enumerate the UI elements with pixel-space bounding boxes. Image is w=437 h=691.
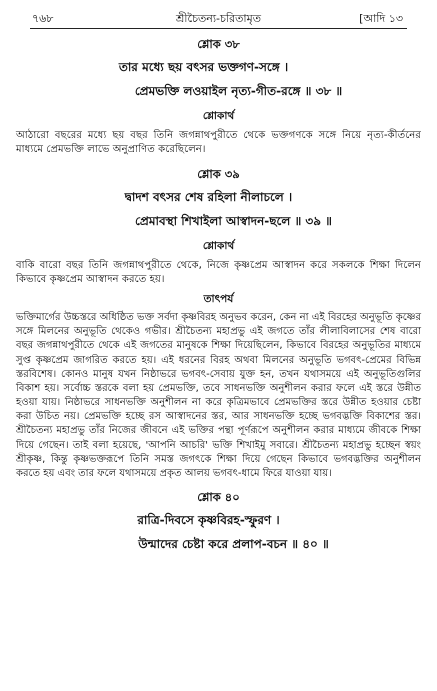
verse-line: প্রেমভক্তি লওয়াইল নৃত্য-গীত-রঙ্গে ॥ ৩৮ ॥ — [134, 84, 343, 98]
purport — [16, 292, 421, 481]
translation-38 — [16, 109, 421, 158]
verse-line: তার মধ্যে ছয় বৎসর ভক্তগণ-সঙ্গে । — [118, 60, 289, 74]
verse-39 — [16, 166, 421, 233]
verse-line: প্রেমাবস্থা শিখাইলা আস্বাদন-ছলে ॥ ৩৯ ॥ — [135, 213, 332, 228]
header-rule — [30, 28, 407, 29]
verse-line: দ্বাদশ বৎসর শেষ রহিলা নীলাচলে । — [124, 189, 293, 204]
chapter-reference: [আদি ১৩ — [359, 12, 403, 25]
verse-label: শ্লোক ৩৮ — [197, 37, 240, 51]
translation-text: বাকি বারো বছর তিনি জগন্নাথপুরীতে থেকে, নিজে কৃষ্ণপ্রেম আস্বাদন করে সকলকে শিক্ষা দিলেন কিভাবে কৃষ্ণপ্রেম আস্বাদন করতে হয়। — [16, 259, 421, 286]
verse-38 — [16, 36, 421, 103]
running-title: শ্রীচৈতন্য-চরিতামৃত — [176, 12, 261, 25]
translation-39 — [16, 239, 421, 288]
verse-40 — [16, 489, 421, 556]
purport-text: ভক্তিমার্গের উচ্চস্তরে অধিষ্ঠিত ভক্ত সর্বদা কৃষ্ণবিরহ অনুভব করেন, কেন না এই বিরহের অনুভূতি কৃষ্ণের সঙ্গে মিলনের অনুভূতি থেকেও গভীর। শ্রীচৈতন্য মহাপ্রভু এই জগতে তাঁর লীলাবিলাসের শেষ বারো বছর জগন্নাথপুরীতে থেকে এই জগতের মানুষকে শিক্ষা দিয়েছিলেন, কিভাবে বিরহের অনুভূতির মাধ্যমে সুপ্ত কৃষ্ণপ্রেম জাগরিত করতে হয়। এই ধরনের বিরহ অথবা মিলনের অনুভূতি ভগবৎ-প্রেমের বিভিন্ন স্তরবিশেষ। কোনও মানুষ যখন নিষ্ঠাভরে ভগবৎ-সেবায় যুক্ত হন, তখন যথাসময়ে এই অনুভূতিগুলির বিকাশ হয়। সর্বোচ্চ স্তরকে বলা হয় প্রেমভক্তি, তবে সাধনভক্তি অনুশীলন করার ফলে এই স্তরে উন্নীত হওয়া যায়। নিষ্ঠাভরে সাধনভক্তি অনুশীলন না করে কৃত্রিমভাবে প্রেমভক্তির স্তরে উন্নীত হওয়ার চেষ্টা করা উচিত নয়। প্রেমভক্তি হচ্ছে রস আস্বাদনের স্তর, আর সাধনভক্তি হচ্ছে ভগবদ্ভক্তি বিকাশের স্তর। শ্রীচৈতন্য মহাপ্রভু তাঁর নিজের জীবনে এই ভক্তির পন্থা পূর্ণরূপে অনুশীলন করার মাধ্যমে জীবকে শিক্ষা দিয়ে গেছেন। তাই বলা হয়েছে, 'আপনি আচরি' ভক্তি শিখাইমু সবারে। শ্রীচৈতন্য মহাপ্রভু হচ্ছেন স্বয়ং শ্রীকৃষ্ণ, কিন্তু কৃষ্ণভক্তরূপে তিনি সমস্ত জগৎকে শিক্ষা দিয়ে গেছেন কিভাবে ভগবদ্ভক্তির অনুশীলন করতে হয় এবং তার ফলে যথাসময়ে প্রকৃত আলয় ভগবৎ-ধামে ফিরে যাওয়া যায়। — [16, 311, 421, 479]
section-label: শ্লোকার্থ — [202, 239, 235, 252]
page-header — [16, 0, 421, 30]
translation-text: আঠারো বছরের মধ্যে ছয় বছর তিনি জগন্নাথপুরীতে থেকে ভক্তগণকে সঙ্গে নিয়ে নৃত্য-কীর্তনের মাধ্যমে প্রেমভক্তি লাভে অনুপ্রাণিত করেছিলেন। — [16, 130, 421, 156]
verse-line: উন্মাদের চেষ্টা করে প্রলাপ-বচন ॥ ৪০ ॥ — [138, 537, 329, 552]
section-label: শ্লোকার্থ — [202, 110, 235, 122]
verse-label: শ্লোক ৪০ — [197, 490, 240, 505]
page-number: ৭৬৮ — [32, 12, 54, 25]
section-label: তাৎপর্য — [203, 292, 234, 305]
verse-label: শ্লোক ৩৯ — [197, 166, 240, 181]
verse-line: রাত্রি-দিবসে কৃষ্ণবিরহ-স্ফুরণ । — [137, 513, 280, 528]
